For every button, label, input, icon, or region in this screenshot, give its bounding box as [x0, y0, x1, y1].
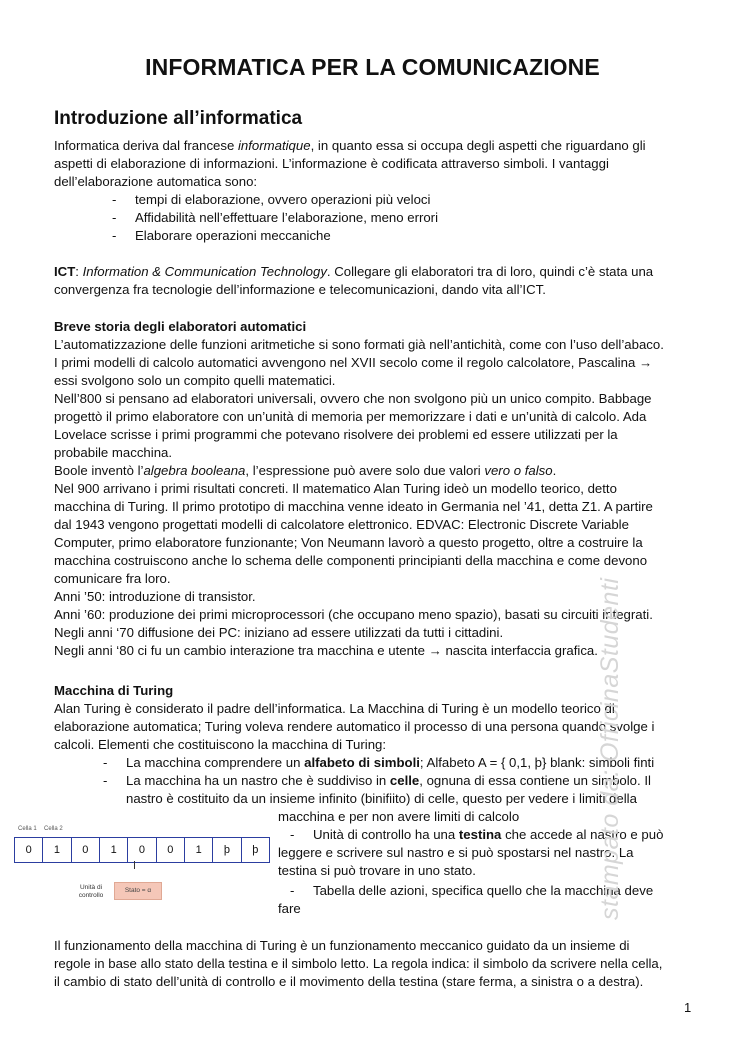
- head-pointer: [134, 861, 135, 869]
- paragraph-line: elaborazione automatica; Turing voleva rendere automatico il processo di una persona quando svolge i: [54, 719, 655, 734]
- paragraph-line: progettò il primo elaboratore con un’unità di memoria per memorizzare i dati e un’unità di calcolo. Ada: [54, 409, 647, 424]
- paragraph-line: I primi modelli di calcolo automatici avvengono nel XVII secolo come il regolo calcolatore, Pascalina →: [54, 355, 653, 370]
- bullet-item: Tabella delle azioni, specifica quello che la macchina deve: [313, 883, 654, 898]
- paragraph-line: calcoli. Elementi che costituiscono la macchina di Turing:: [54, 737, 387, 752]
- paragraph-line: L’automatizzazione delle funzioni aritmetiche si sono formati già nell’antichità, come con l’uso dell’abaco.: [54, 337, 664, 352]
- tape-cell: þ: [213, 838, 241, 862]
- paragraph-line: il cambio di stato dell’unità di controllo e il movimento della testina (stare ferma, a sinistra o a destra).: [54, 974, 644, 989]
- paragraph-line: Informatica deriva dal francese informatique, in quanto essa si occupa degli aspetti che riguardano gli: [54, 138, 646, 153]
- paragraph-line: Computer, primo elaboratore funzionante; Von Neumann lavorò a questo progetto, oltre a costruire la: [54, 535, 643, 550]
- paragraph-line: convergenza fra tecnologie dell’informazione e telecomunicazioni, dando vita all’ICT.: [54, 282, 546, 297]
- cell-label: Cella 1: [18, 826, 37, 832]
- control-unit-label: Unità di controllo: [78, 884, 104, 899]
- bullet-continuation: fare: [278, 901, 301, 916]
- paragraph-line: Il funzionamento della macchina di Turing è un funzionamento meccanico guidato da un insieme di: [54, 938, 630, 953]
- paragraph-line: probabile macchina.: [54, 445, 173, 460]
- paragraph-line: Anni ’60: produzione dei primi microprocessori (che occupano meno spazio), basati su circuiti integrati.: [54, 607, 653, 622]
- tape-cell: 0: [157, 838, 185, 862]
- cell-label: Cella 2: [44, 826, 63, 832]
- boole-paragraph: Boole inventò l’algebra booleana, l’espressione può avere solo due valori vero o falso.: [54, 463, 557, 478]
- paragraph-line: essi svolgono solo un compito quelli matematici.: [54, 373, 336, 388]
- paragraph-line: comunicare fra loro.: [54, 571, 171, 586]
- paragraph-line: aspetti di elaborazione di informazioni. L’informazione è codificata attraverso simboli. I vantaggi: [54, 156, 609, 171]
- tape-cell: 1: [43, 838, 71, 862]
- tape-cell: 0: [72, 838, 100, 862]
- paragraph-line: Negli anni ‘70 diffusione dei PC: iniziano ad essere utilizzati da tutti i cittadini.: [54, 625, 504, 640]
- tape-cell: 0: [128, 838, 156, 862]
- paragraph-line: Negli anni ‘80 ci fu un cambio interazione tra macchina e utente → nascita interfaccia grafica.: [54, 643, 598, 658]
- turing-tape-figure: [14, 826, 274, 906]
- state-box: Stato = α: [114, 882, 162, 900]
- document-title: INFORMATICA PER LA COMUNICAZIONE: [145, 54, 600, 80]
- paragraph-line: macchina costruiscono anche lo schema delle componenti principianti della macchina e come devono: [54, 553, 648, 568]
- paragraph-line: Nell’800 si pensano ad elaboratori universali, ovvero che non svolgono più un unico compito. Babbage: [54, 391, 652, 406]
- paragraph-line: regole in base allo stato della testina e il simbolo letto. La regola indica: il simbolo da scrivere nella cella,: [54, 956, 663, 971]
- bullet-dash: -: [103, 773, 108, 788]
- tape-cell: 0: [15, 838, 43, 862]
- bullet-dash: -: [290, 827, 295, 842]
- bullet-item: tempi di elaborazione, ovvero operazioni più veloci: [135, 192, 431, 207]
- bullet-continuation: leggere e scrivere sul nastro e si può spostarsi nel nastro. La: [278, 845, 634, 860]
- bullet-item: La macchina comprendere un alfabeto di simboli; Alfabeto A = { 0,1, þ} blank: simboli finti: [126, 755, 655, 770]
- bullet-item: La macchina ha un nastro che è suddiviso in celle, ognuna di essa contiene un simbolo. Il: [126, 773, 651, 788]
- paragraph-line: Nel 900 arrivano i primi risultati concreti. Il matematico Alan Turing ideò un modello teorico, detto: [54, 481, 617, 496]
- ict-paragraph: ICT: Information & Communication Technology. Collegare gli elaboratori tra di loro, quindi c’è stata una: [54, 264, 654, 279]
- bullet-dash: -: [290, 883, 295, 898]
- paragraph-line: Lovelace scrisse i primi programmi che potevano risolvere dei problemi ed essere utilizzati per la: [54, 427, 618, 442]
- bullet-dash: -: [112, 210, 117, 225]
- bullet-continuation: testina si può trovare in uno stato.: [278, 863, 476, 878]
- bullet-dash: -: [112, 192, 117, 207]
- paragraph-line: Alan Turing è considerato il padre dell’informatica. La Macchina di Turing è un modello teorico di: [54, 701, 615, 716]
- bullet-item: Unità di controllo ha una testina che accede al nastro e può: [313, 827, 664, 842]
- section-heading-turing: Macchina di Turing: [54, 683, 174, 698]
- bullet-dash: -: [112, 228, 117, 243]
- paragraph-line: dell’elaborazione automatica sono:: [54, 174, 258, 189]
- bullet-continuation: macchina e per non avere limiti di calcolo: [278, 809, 520, 824]
- section-heading-intro: Introduzione all’informatica: [54, 108, 303, 129]
- section-heading-history: Breve storia degli elaboratori automatici: [54, 319, 307, 334]
- paragraph-line: macchina di Turing. Il primo prototipo di macchina venne ideato in Germania nel ’41, detta Z1. A partire: [54, 499, 653, 514]
- bullet-continuation: nastro è costituito da un insieme infinito (binifiito) di celle, questo per vedere i limiti della: [126, 791, 637, 806]
- bullet-item: Elaborare operazioni meccaniche: [135, 228, 331, 243]
- bullet-item: Affidabilità nell’effettuare l’elaborazione, meno errori: [135, 210, 439, 225]
- tape-cell: þ: [252, 844, 259, 856]
- bullet-dash: -: [103, 755, 108, 770]
- paragraph-line: Anni ’50: introduzione di transistor.: [54, 589, 256, 604]
- paragraph-line: dal 1943 vengono progettati modelli di calcolatore elettronico. EDVAC: Electronic Discrete Variable: [54, 517, 629, 532]
- page-number: 1: [684, 1000, 692, 1015]
- tape-cell: 1: [100, 838, 128, 862]
- tape: [14, 837, 270, 863]
- watermark: stampato da: OfficinaStudenti: [596, 577, 624, 920]
- tape-cell: 1: [185, 838, 213, 862]
